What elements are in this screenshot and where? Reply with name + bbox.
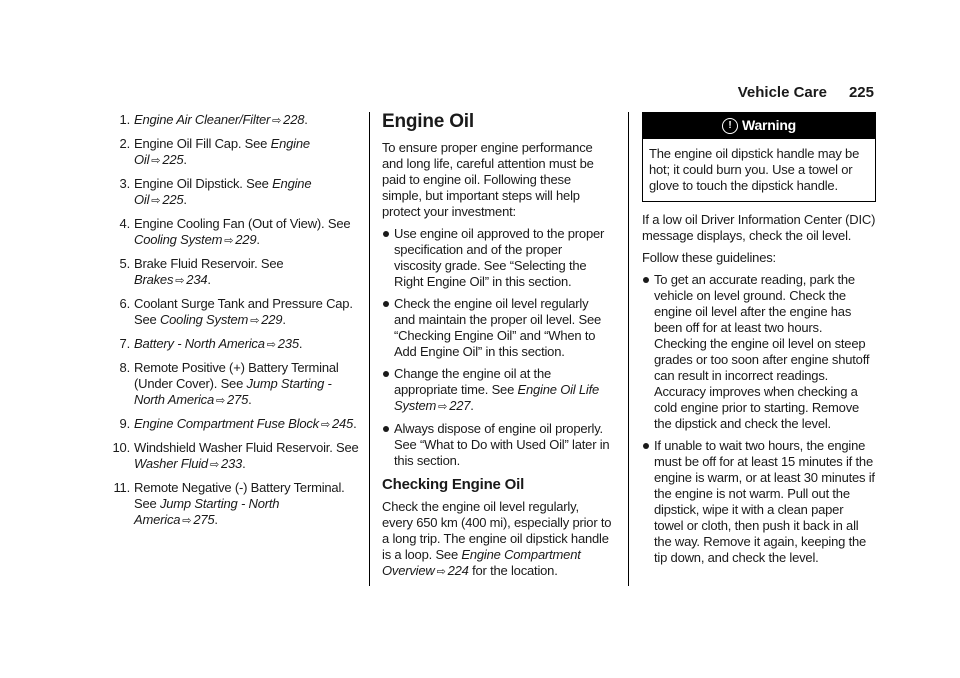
xref-link[interactable]: Engine Oil: [134, 136, 310, 167]
item-number: 11.: [113, 480, 130, 495]
item-period: .: [304, 112, 308, 127]
page-ref-icon: ⇨: [175, 275, 185, 287]
item-number: 5.: [119, 256, 130, 271]
item-text: Engine Oil Fill Cap. See: [134, 136, 271, 151]
item-period: .: [214, 512, 218, 527]
bullet-text: Always dispose of engine oil properly. See “What to Do with Used Oil” later in this section.: [394, 421, 610, 468]
item-period: .: [298, 336, 303, 351]
column-checking: [642, 112, 876, 572]
xref-page[interactable]: 275: [193, 512, 215, 527]
xref-link[interactable]: Cooling System: [159, 312, 249, 327]
page-ref-icon: ⇨: [320, 419, 330, 431]
list-item: [112, 416, 362, 433]
warning-title: Warning: [741, 117, 797, 133]
xref-link[interactable]: Battery - North America: [134, 336, 265, 351]
item-text: Coolant Surge Tank and Pressure Cap. See: [134, 296, 353, 327]
xref-link[interactable]: Jump Starting - North America: [134, 376, 332, 407]
page-number: 225: [848, 84, 874, 101]
item-period: .: [248, 392, 252, 407]
page-ref-icon: ⇨: [266, 339, 276, 351]
checking-text-end: for the location.: [468, 563, 558, 578]
column-divider: [628, 112, 629, 586]
list-item: [112, 112, 362, 129]
list-item: [112, 336, 362, 353]
xref-page[interactable]: 245: [332, 416, 354, 431]
xref-link[interactable]: Brakes: [134, 272, 174, 287]
item-text: Remote Positive (+) Battery Terminal (Under Cover). See: [134, 360, 339, 391]
page-ref-icon: ⇨: [151, 195, 161, 207]
dic-paragraph: If a low oil Driver Information Center (DIC) message displays, check the oil level.: [642, 212, 876, 244]
item-text: Engine Cooling Fan (Out of View). See: [134, 216, 351, 231]
page-ref-icon: ⇨: [182, 515, 192, 527]
xref-link[interactable]: Jump Starting - North America: [134, 496, 280, 527]
item-number: 7.: [119, 336, 130, 351]
list-item: If unable to wait two hours, the engine must be off for at least 15 minutes if the engine is warm, or at least 30 minutes if the engine is not warm. Pull out the dipstick, wipe it with a clean paper towel or cloth, then push it back in all the way. Remove it again, keeping the tip down, and check the level.: [642, 438, 876, 566]
xref-link[interactable]: Engine Compartment Fuse Block: [134, 416, 319, 431]
bullet-text: Check the engine oil level regularly and maintain the proper oil level. See “Checking Engine Oil” and “When to Add Engine Oil” in this section.: [394, 296, 602, 359]
xref-page[interactable]: 229: [261, 312, 283, 327]
xref-link[interactable]: Engine Compartment Overview: [382, 547, 581, 578]
page-ref-icon: ⇨: [224, 235, 234, 247]
item-period: .: [207, 272, 211, 287]
list-item: [112, 136, 362, 169]
page-header: [738, 84, 874, 101]
xref-page[interactable]: 275: [227, 392, 249, 407]
item-period: .: [282, 312, 286, 327]
xref-link[interactable]: Cooling System: [134, 232, 223, 247]
page-ref-icon: ⇨: [250, 315, 260, 327]
item-number: 1.: [119, 112, 130, 127]
subsection-heading: Checking Engine Oil: [382, 476, 525, 493]
item-number: 6.: [119, 296, 130, 311]
warning-header: [643, 113, 875, 139]
warning-text: The engine oil dipstick handle may be hot; it could burn you. Use a towel or glove to touch the dipstick handle.: [649, 146, 860, 194]
xref-link[interactable]: Engine Oil Life System: [394, 382, 600, 413]
list-item: [112, 216, 362, 249]
list-item: [112, 440, 362, 473]
page-ref-icon: ⇨: [151, 155, 161, 167]
intro-paragraph: To ensure proper engine performance and long life, careful attention must be paid to engine oil. Following these simple, but important steps will help protect your investment:: [382, 140, 594, 219]
page-ref-icon: ⇨: [209, 459, 219, 471]
item-period: .: [183, 152, 187, 167]
item-text: Remote Negative (-) Battery Terminal. See: [134, 480, 345, 511]
item-number: 3.: [119, 176, 130, 191]
item-text: Brake Fluid Reservoir. See: [134, 256, 284, 271]
warning-icon: !: [722, 118, 738, 134]
item-number: 4.: [119, 216, 130, 231]
item-number: 2.: [119, 136, 130, 151]
item-number: 8.: [119, 360, 130, 375]
xref-page[interactable]: 228: [283, 112, 305, 127]
item-period: .: [183, 192, 187, 207]
list-item: To get an accurate reading, park the vehicle on level ground. Check the engine oil level after the engine has been off for at least two hours. Checking the engine oil level on steep grades or too soon after engine shutoff can result in incorrect readings. Accuracy improves when checking a cold engine prior to starting. Remove the dipstick and check the level.: [642, 272, 876, 432]
bullet-text: Change the engine oil at the appropriate time. See: [394, 366, 552, 397]
item-number: 10.: [112, 440, 130, 455]
list-item: [382, 226, 612, 290]
page-ref-icon: ⇨: [436, 566, 446, 578]
list-item: [382, 296, 612, 360]
xref-link[interactable]: Washer Fluid: [134, 456, 208, 471]
item-text: Windshield Washer Fluid Reservoir. See: [134, 440, 359, 455]
list-item: [112, 480, 362, 529]
checking-paragraph: [382, 499, 612, 580]
list-item: [112, 176, 362, 209]
item-period: .: [353, 416, 357, 431]
warning-box: [642, 112, 876, 202]
section-title: Vehicle Care: [737, 84, 827, 101]
item-period: .: [242, 456, 246, 471]
xref-link[interactable]: Engine Oil: [134, 176, 312, 207]
bullet-text: Use engine oil approved to the proper specification and of the proper viscosity grade. See “Selecting the Right Engine Oil” in this section.: [394, 226, 605, 289]
list-item: [112, 360, 362, 409]
xref-page[interactable]: 225: [162, 152, 184, 167]
list-item: [112, 256, 362, 289]
list-item: [112, 296, 362, 329]
xref-page[interactable]: 224: [447, 563, 469, 578]
item-text: Engine Oil Dipstick. See: [134, 176, 273, 191]
page-ref-icon: ⇨: [438, 401, 448, 413]
section-heading: Engine Oil: [382, 111, 474, 132]
page-ref-icon: ⇨: [272, 115, 282, 127]
column-components: [112, 112, 362, 536]
xref-page[interactable]: 235: [277, 336, 299, 351]
item-period: .: [256, 232, 260, 247]
column-divider: [369, 112, 370, 586]
xref-page[interactable]: 234: [186, 272, 208, 287]
xref-link[interactable]: Engine Air Cleaner/Filter: [134, 112, 271, 127]
xref-page[interactable]: 229: [235, 232, 257, 247]
xref-page[interactable]: 233: [220, 456, 243, 471]
column-engine-oil: [382, 112, 612, 586]
item-number: 9.: [119, 416, 130, 431]
checking-text: Check the engine oil level regularly, every 650 km (400 mi), especially prior to a long trip. The engine oil dipstick handle is a loop. See: [382, 499, 612, 562]
page-ref-icon: ⇨: [216, 395, 226, 407]
guideline-list: [642, 272, 876, 566]
bullet-text-end: .: [470, 398, 474, 413]
list-item: [382, 421, 612, 469]
component-list: [112, 112, 362, 529]
xref-page[interactable]: 225: [162, 192, 184, 207]
list-item: [382, 366, 612, 415]
oil-bullet-list: [382, 226, 612, 469]
guidelines-paragraph: Follow these guidelines:: [642, 250, 776, 266]
xref-page[interactable]: 227: [449, 398, 471, 413]
